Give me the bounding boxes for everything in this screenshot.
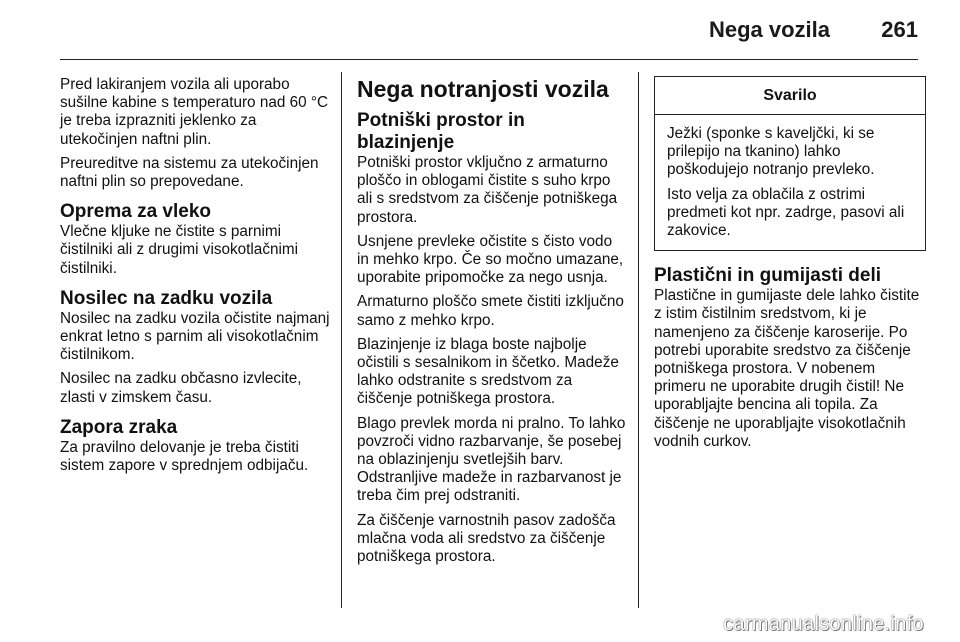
lpg-paragraph-2: Preureditve na sistemu za utekočinjen naftni plin so prepovedane.: [60, 154, 319, 191]
page-number: 261: [881, 17, 918, 42]
interior-paragraph-3: Armaturno ploščo smete čistiti izključno samo z mehko krpo.: [357, 293, 624, 329]
interior-paragraph-5: Blago prevlek morda ni pralno. To lahko povzroči vidno razbarvanje, še posebej na oblazinjenju svetlejših barv. Odstranljive madeže in razbarvanost je treba čim prej odstraniti.: [357, 414, 626, 505]
towing-paragraph: Vlečne kljuke ne čistite s parnimi čistilniki ali z drugimi visokotlačnimi čistilniki.: [60, 223, 299, 277]
interior-paragraph-6: Za čiščenje varnostnih pasov zadošča mlačna voda ali sredstvo za čiščenje potniškega prostora.: [357, 511, 616, 566]
interior-paragraph-1: Potniški prostor vključno z armaturno ploščo in oblogami čistite s suho krpo ali s sredstvom za čiščenje potniškega prostora.: [357, 154, 618, 226]
warning-paragraph-2: Isto velja za oblačila z ostrimi predmeti kot npr. zadrge, pasovi ali zakovice.: [667, 185, 905, 240]
watermark: carmanualsonline.info: [723, 613, 924, 635]
column-divider-2: [638, 72, 639, 608]
air-shutter-heading: Zapora zraka: [60, 416, 178, 438]
interior-upholstery-heading: Potniški prostor in blazinjenje: [357, 110, 525, 153]
air-shutter-paragraph: Za pravilno delovanje je treba čistiti sistem zapore v sprednjem odbijaču.: [60, 438, 309, 475]
interior-paragraph-2: Usnjene prevleke očistite s čisto vodo in mehko krpo. Če so močno umazane, uporabite pripomočke za nego usnja.: [357, 232, 624, 287]
section-title: Nega vozila: [708, 17, 830, 42]
plastic-rubber-paragraph: Plastične in gumijaste dele lahko čistite z istim čistilnim sredstvom, ki je namenjeno za čiščenje karoserije. Po potrebi uporabite sredstvo za čiščenje potniškega prostora. V nobenem primeru ne uporabite drugih čistil! Ne uporabljajte bencina ali topila. Za čiščenje ne uporabljajte visokotlačnih vodnih curkov.: [654, 287, 920, 450]
plastic-rubber-heading: Plastični in gumijasti deli: [654, 265, 881, 287]
column-divider-1: [341, 72, 342, 608]
column-1: [60, 76, 332, 481]
towing-heading: Oprema za vleko: [60, 201, 212, 223]
warning-box: [654, 76, 926, 251]
warning-title: Svarilo: [655, 77, 925, 115]
lpg-paragraph-1: Pred lakiranjem vozila ali uporabo sušilne kabine s temperaturo nad 60 °C je treba izprazniti jeklenko za utekočinjen naftni plin.: [60, 76, 329, 148]
warning-paragraph-1: Ježki (sponke s kaveljčki, ki se prilepijo na tkanino) lahko poškodujejo notranjo prevleko.: [667, 125, 875, 179]
column-3: [654, 76, 926, 457]
rear-carrier-paragraph-1: Nosilec na zadku vozila očistite najmanj enkrat letno s parnim ali visokotlačnim čistilnikom.: [60, 309, 330, 364]
warning-body: [655, 115, 925, 250]
interior-care-heading: Nega notranjosti vozila: [357, 76, 609, 102]
header-divider: [60, 59, 918, 60]
column-2: [357, 76, 627, 572]
rear-carrier-heading: Nosilec na zadku vozila: [60, 287, 273, 309]
rear-carrier-paragraph-2: Nosilec na zadku občasno izvlecite, zlasti v zimskem času.: [60, 370, 302, 406]
interior-paragraph-4: Blazinjenje iz blaga boste najbolje očistili s sesalnikom in ščetko. Madeže lahko odstranite s sredstvom za čiščenje potniškega prostora.: [357, 335, 619, 408]
